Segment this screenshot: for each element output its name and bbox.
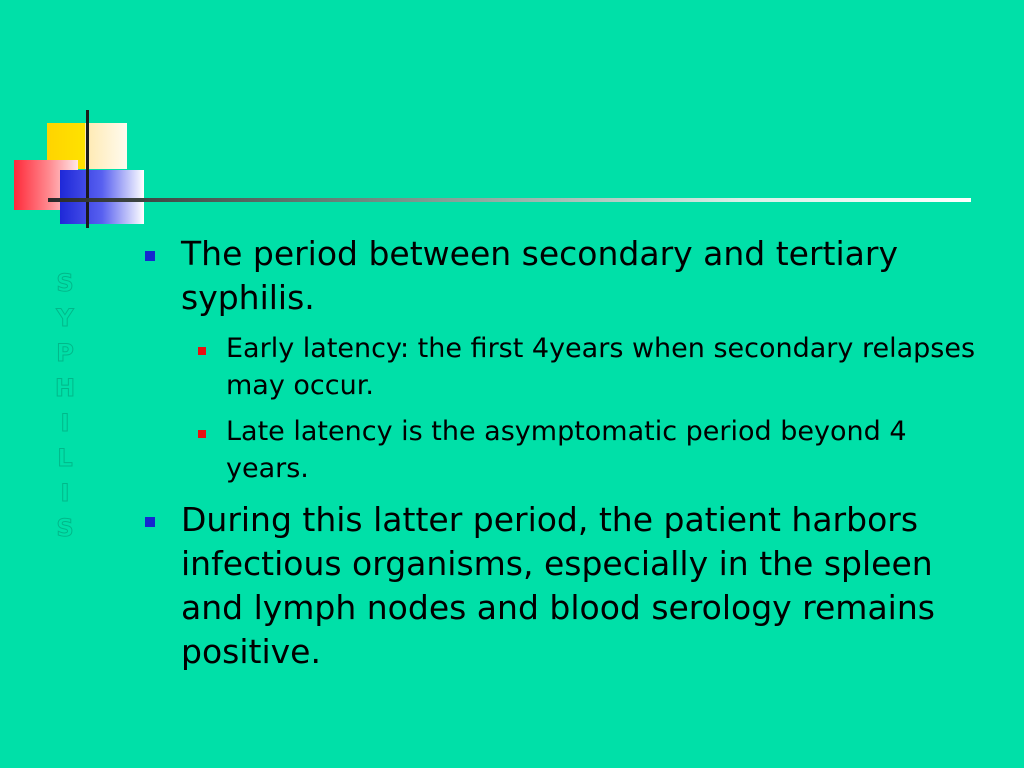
bullet-text: During this latter period, the patient harbors infectious organisms, especially in the spleen and lymph nodes and blood serology remains positive. bbox=[181, 500, 935, 671]
side-title-letter: P bbox=[56, 339, 74, 367]
side-title-letter: I bbox=[60, 479, 70, 507]
square-bullet-icon bbox=[198, 430, 206, 438]
side-title-letter: S bbox=[56, 269, 74, 297]
side-title-letter: Y bbox=[56, 304, 74, 332]
square-bullet-icon bbox=[198, 347, 206, 355]
bullet-item bbox=[145, 232, 995, 320]
logo-blue-square bbox=[60, 170, 144, 224]
sub-bullet-item bbox=[181, 413, 995, 487]
bullet-text: The period between secondary and tertiary syphilis. bbox=[181, 234, 898, 317]
side-title-letter: S bbox=[56, 514, 74, 542]
title-divider-line bbox=[48, 198, 971, 202]
sub-bullet-text: Late latency is the asymptomatic period beyond 4 years. bbox=[226, 416, 907, 484]
bullet-item bbox=[145, 498, 995, 674]
vertical-side-title bbox=[50, 266, 80, 546]
sub-bullet-text: Early latency: the first 4years when secondary relapses may occur. bbox=[226, 333, 976, 401]
logo-cream-square bbox=[85, 123, 127, 169]
square-bullet-icon bbox=[145, 251, 155, 261]
logo-vertical-line bbox=[86, 110, 89, 228]
side-title-letter: I bbox=[60, 409, 70, 437]
side-title-letter: L bbox=[57, 444, 73, 472]
square-bullet-icon bbox=[145, 517, 155, 527]
side-title-letter: H bbox=[54, 374, 76, 402]
sub-bullet-item bbox=[181, 330, 995, 404]
bullet-list bbox=[145, 232, 995, 684]
